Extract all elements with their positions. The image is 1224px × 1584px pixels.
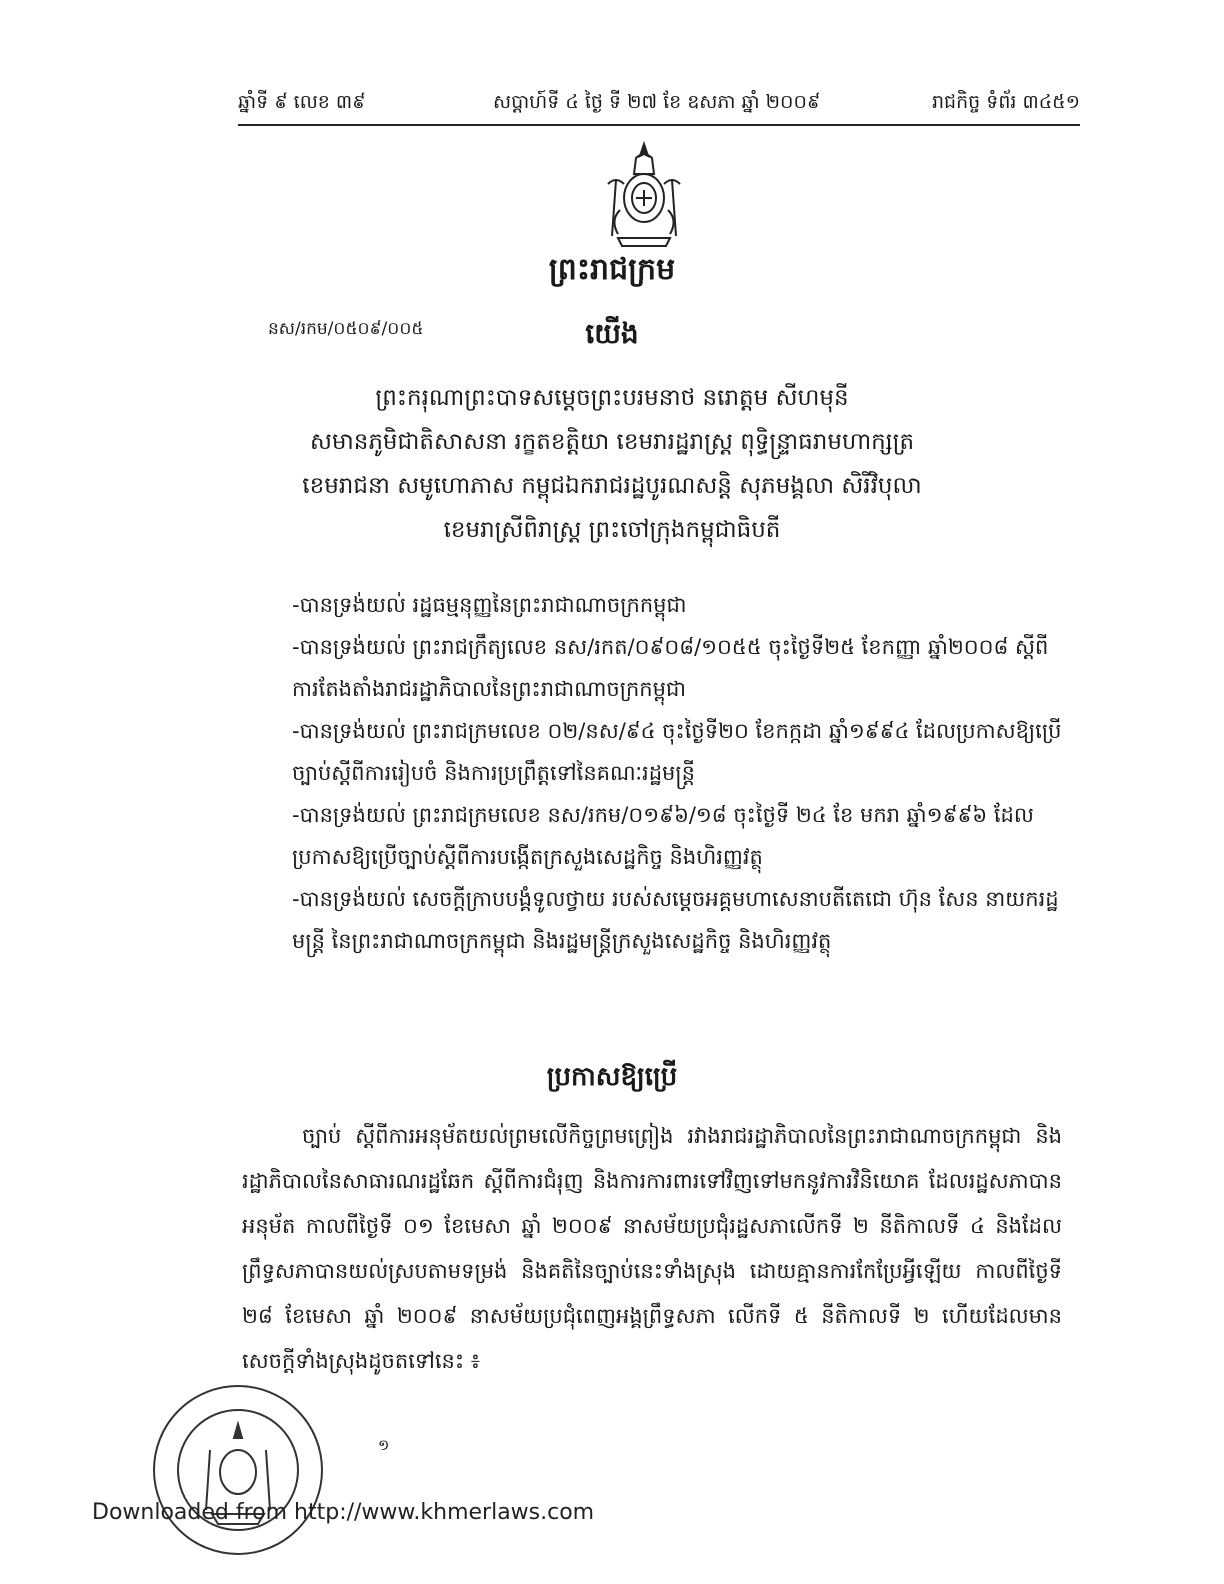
- king-title-line: ព្រះករុណាព្រះបាទសម្តេចព្រះបរមនាថ នរោត្តម សីហមុនី: [375, 385, 849, 411]
- visa-item: -បានទ្រង់យល់ សេចក្តីក្រាបបង្គំទូលថ្វាយ របស់សម្តេចអគ្គមហាសេនាបតីតេជោ ហ៊ុន សែន នាយករដ្ឋមន្ត្រី នៃព្រះរាជាណាចក្រកម្ពុជា និងរដ្ឋមន្ត្រីក្រសួងសេដ្ឋកិច្ច និងហិរញ្ញវត្ថុ: [292, 887, 1059, 953]
- royal-seal-stamp-icon: [148, 1380, 328, 1560]
- king-title-line: សមានភូមិជាតិសាសនា រក្ខតខត្តិយា ខេមរារដ្ឋរាស្ត្រ ពុទ្ធិន្ទ្រាធរាមហាក្សត្រ: [309, 429, 915, 455]
- visa-item: -បានទ្រង់យល់ ព្រះរាជក្រឹត្យលេខ នស/រកត/០៩០៨/១០៥៥ ចុះថ្ងៃទី២៥ ខែកញ្ញា ឆ្នាំ២០០៨ ស្តីពីការតែងតាំងរាជរដ្ឋាភិបាលនៃព្រះរាជាណាចក្រកម្ពុជា: [292, 635, 1049, 701]
- visa-item: -បានទ្រង់យល់ រដ្ឋធម្មនុញ្ញនៃព្រះរាជាណាចក្រកម្ពុជា: [292, 593, 687, 617]
- king-title-line: ខេមរាស្រីពិរាស្ត្រ ព្រះចៅក្រុងកម្ពុជាធិបតី: [443, 517, 781, 543]
- document-title: ព្រះរាជក្រម: [548, 252, 676, 287]
- king-title-block: [0, 376, 1224, 552]
- header-issue: ឆ្នាំទី ៩ លេខ ៣៩: [238, 91, 366, 113]
- reference-number: នស/រកម/០៥០៩/០០៥: [268, 319, 424, 339]
- visa-item: -បានទ្រង់យល់ ព្រះរាជក្រមលេខ នស/រកម/០១៩៦/១៨ ចុះថ្ងៃទី ២៤ ខែ មករា ឆ្នាំ១៩៩៦ ដែលប្រកាសឱ្យប្រើច្បាប់ស្តីពីការបង្កើតក្រសួងសេដ្ឋកិច្ច និងហិរញ្ញវត្ថុ: [292, 803, 1034, 869]
- we-heading: យើង: [585, 317, 639, 350]
- header-date: សប្តាហ៍ទី ៤ ថ្ងៃ ទី ២៧ ខែ ឧសភា ឆ្នាំ ២០០៩: [493, 91, 821, 113]
- page-number: ១: [378, 1436, 390, 1454]
- king-title-line: ខេមរាជនា សមូហោភាស កម្ពុជឯករាជរដ្ឋបូរណសន្តិ សុភមង្គលា សិរីវិបុលា: [302, 473, 922, 499]
- gazette-header: [238, 84, 1080, 126]
- promulgate-heading: ប្រកាសឱ្យប្រើ: [546, 1062, 678, 1092]
- body-paragraph: ច្បាប់ ស្តីពីការអនុម័តយល់ព្រមលើកិច្ចព្រមព្រៀង រវាងរាជរដ្ឋាភិបាលនៃព្រះរាជាណាចក្រកម្ពុជា និងរដ្ឋាភិបាលនៃសាធារណរដ្ឋឆែក ស្តីពីការជំរុញ និងការការពារទៅវិញទៅមកនូវការវិនិយោគ ដែលរដ្ឋសភាបានអនុម័ត កាលពីថ្ងៃទី ០១ ខែមេសា ឆ្នាំ ២០០៩ នាសម័យប្រជុំរដ្ឋសភាលើកទី ២ នីតិកាលទី ៤ និងដែលព្រឹទ្ធសភាបានយល់ស្របតាមទម្រង់ និងគតិនៃច្បាប់នេះទាំងស្រុង ដោយគ្មានការកែប្រែអ្វីឡើយ កាលពីថ្ងៃទី ២៨ ខែមេសា ឆ្នាំ ២០០៩ នាសម័យប្រជុំពេញអង្គព្រឹទ្ធសភា លើកទី ៥ នីតិកាលទី ២ ហើយដែលមានសេចក្តីទាំងស្រុងដូចតទៅនេះ ៖: [242, 1124, 1062, 1373]
- header-page: រាជកិច្ច ទំព័រ ៣៤៥១: [932, 91, 1080, 113]
- body-paragraph-block: [242, 1114, 1062, 1384]
- visa-item: -បានទ្រង់យល់ ព្រះរាជក្រមលេខ ០២/នស/៩៤ ចុះថ្ងៃទី២០ ខែកក្កដា ឆ្នាំ១៩៩៤ ដែលប្រកាសឱ្យប្រើច្បាប់ស្តីពីការរៀបចំ និងការប្រព្រឹត្តទៅនៃគណៈរដ្ឋមន្ត្រី: [292, 719, 1062, 785]
- royal-crest-icon: [596, 140, 692, 250]
- download-source-footer: Downloaded from http://www.khmerlaws.com: [92, 1500, 595, 1525]
- visa-list: [292, 584, 1062, 962]
